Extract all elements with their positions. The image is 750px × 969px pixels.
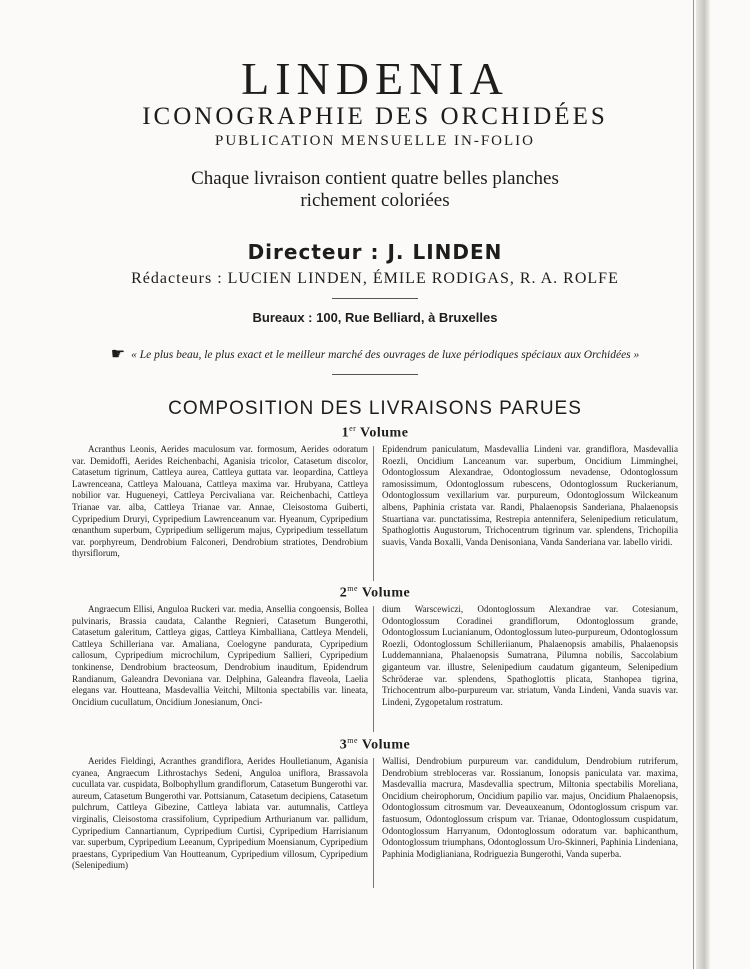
director-line: Directeur : J. LINDEN (247, 240, 503, 264)
volume-word: Volume (360, 425, 409, 441)
volume-right-column: dium Warscewiczi, Odontoglossum Alexandrae var. Cotesianum, Odontoglossum Coradinei grandiflorum, Odontoglossum grande, Odontoglossum Lucianianum, Odontoglossum luteo-purpureum, Odontoglossum Roezli, Odontoglossum Schilleriianum, Phalaenopsis amabilis, Phalaenopsis Luddemanniana, Phalaenopsis Sumatrana, Pilumna nobilis, Saccolabium giganteum var. illustre, Selenipedium caudatum giganteum, Selenipedium Schröderae var. splendens, Spathoglottis plicata, Stanhopea tigrina, Trichocentrum albo-purpureum var. striatum, Vanda Lindeni, Vanda suavis var. Lindeni, Zygopetalum rostratum. (382, 604, 678, 707)
page-title: LINDENIA (241, 53, 509, 104)
page-subtitle: ICONOGRAPHIE DES ORCHIDÉES (142, 103, 608, 130)
volume-contents (72, 604, 678, 734)
volume-number: 1 (341, 425, 350, 441)
divider-rule (332, 374, 418, 375)
volume-number: 3 (339, 737, 348, 753)
section-heading: COMPOSITION DES LIVRAISONS PARUES (168, 398, 582, 419)
volume-heading (72, 736, 678, 754)
page-binding-edge (696, 0, 710, 969)
volume-heading (72, 424, 678, 442)
volume-contents (72, 756, 678, 891)
volume-left-column: Aerides Fieldingi, Acranthes grandiflora, Aerides Houlletianum, Aganisia cyanea, Angraecum Lithrostachys Sedeni, Anguloa uniflora, Brassavola cucullata var. cuspidata, Bolbophyllum grandiflorum, Catasetum Bungerothi var. aureum, Catasetum Bungerothi var. Pottsianum, Catasetum decipiens, Catasetum pulchrum, Cattleya Gibezine, Cattleya labiata var. autumnalis, Cattleya virginalis, Cleisostoma crassifolium, Cypripedium Arthurianum var. pallidum, Cypripedium Cannartianum, Cypripedium Curtisi, Cypripedium Harrisianum var. superbum, Cypripedium Leeanum, Cypripedium Moensianum, Cypripedium praestans, Cypripedium Van Houtteanum, Cypripedium villosum, Cypripedium (Selenipedium) (72, 756, 368, 871)
volume-ordinal-suffix: me (347, 584, 359, 593)
volume-word: Volume (361, 737, 411, 753)
volume-contents (72, 444, 678, 584)
publication-type: PUBLICATION MENSUELLE IN-FOLIO (215, 133, 535, 149)
volume-left-column: Angraecum Ellisi, Anguloa Ruckeri var. media, Ansellia congoensis, Bollea pulvinaris, Brassia caudata, Calanthe Regnieri, Catasetum Bungerothi, Catasetum galeritum, Cattleya gigas, Cattleya Kimballiana, Cattleya Mendeli, Cattleya Schilleriana var. Amaliana, Coelogyne pandurata, Cypripedium callosum, Cypripedium microchilum, Cypripedium Sallieri, Cypripedium tonkinense, Dendrobium bracteosum, Dendrobium inauditum, Epidendrum Randianum, Galeandra Devoniana var. Delphina, Galeandra flaveola, Laelia elegans var. Houtteana, Masdevallia Veitchi, Miltonia spectabilis var. lineata, Oncidium cucullatum, Oncidium Jonesianum, Onci- (72, 604, 368, 707)
volume-ordinal-suffix: me (347, 736, 359, 745)
page-binding-line (693, 0, 694, 969)
volume-right-column: Epidendrum paniculatum, Masdevallia Lindeni var. grandiflora, Masdevallia Roezli, Oncidium Lanceanum var. superbum, Oncidium Limminghei, Odontoglossum Alexandrae, Odontoglossum nevadense, Odontoglossum ramosissimum, Odontoglossum rubescens, Odontoglossum Ruckerianum, Odontoglossum vexillarium var. purpureum, Odontoglossum Wilckeanum albens, Paphinia cristata var. Randi, Phalaenopsis Sanderiana, Phalaenopsis Stuartiana var. punctatissima, Restrepia antennifera, Selenipedium reticulatum, Spathoglottis Augustorum, Trichocentrum tigrinum var. splendens, Trichopilia suavis, Vanda Boxalli, Vanda Denisoniana, Vanda Sanderiana var. labello viridi. (382, 444, 678, 547)
volume-number: 2 (339, 585, 348, 601)
tagline (72, 344, 678, 364)
office-address: Bureaux : 100, Rue Belliard, à Bruxelles (252, 310, 498, 325)
volume-ordinal-suffix: er (349, 424, 357, 433)
volume-word: Volume (361, 585, 411, 601)
pointing-hand-icon: ☛ (110, 346, 126, 363)
volume-heading (72, 584, 678, 602)
document-page (72, 0, 678, 969)
volume-left-column: Acranthus Leonis, Aerides maculosum var. formosum, Aerides odoratum var. Demidoffi, Aerides Reichenbachi, Aganisia tricolor, Catasetum discolor, Catasetum tigrinum, Cattleya aurea, Cattleya guttata var. leopardina, Cattleya Lawrenceana, Cattleya Malouana, Cattleya maxima var. Hrubyana, Cattleya nobilior var. Hugueneyi, Cattleya Percivaliana var. Reichenbachi, Cattleya Trianae var. alba, Cattleya Trianae var. Annae, Cleisostoma Guiberti, Cypripedium Druryi, Cypripedium Lawrenceanum var. Hyeanum, Cypripedium œnanthum superbum, Cypripedium selligerum majus, Cypripedium tessellatum var. porphyreum, Dendrobium Falconeri, Dendrobium stratiotes, Dendrobium thyrsiflorum, (72, 444, 368, 559)
column-divider (373, 446, 374, 581)
editors-line: Rédacteurs : LUCIEN LINDEN, ÉMILE RODIGAS, R. A. ROLFE (131, 270, 619, 287)
volume-right-column: Wallisi, Dendrobium purpureum var. candidulum, Dendrobium rutriferum, Dendrobium strebloceras var. Rossianum, Ionopsis paniculata var. maxima, Masdevallia macrura, Masdevallia spectrum, Miltonia spectabilis Moreliana, Oncidium cheirophorum, Oncidium papilio var. majus, Oncidium Phalaenopsis, Odontoglossum citrosmum var. Deveauxeanum, Odontoglossum crispum var. fastuosum, Odontoglossum crispum var. Trianae, Odontoglossum cuspidatum, Odontoglossum Harryanum, Odontoglossum odoratum var. baphicanthum, Odontoglossum triumphans, Odontoglossum Uro-Skinneri, Paphinia Lindeniana, Paphinia Modiglianiana, Rodriguezia Bungerothi, Vanda superba. (382, 756, 678, 859)
content-description-line-2: richement coloriées (300, 190, 450, 211)
tagline-text: « Le plus beau, le plus exact et le meilleur marché des ouvrages de luxe périodiques spéciaux aux Orchidées » (131, 349, 640, 361)
column-divider (373, 758, 374, 888)
divider-rule (332, 298, 418, 299)
content-description-line-1: Chaque livraison contient quatre belles planches (191, 168, 559, 189)
column-divider (373, 606, 374, 732)
